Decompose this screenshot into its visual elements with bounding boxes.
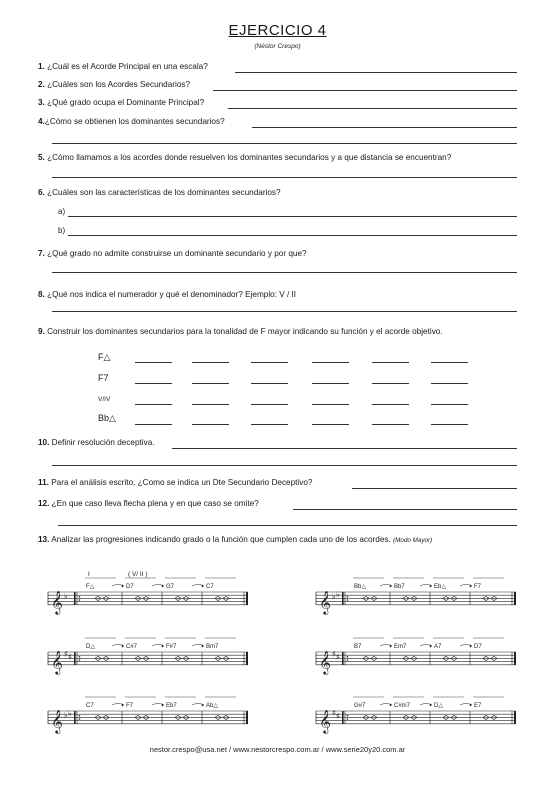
chord-label: Eb7: [166, 703, 177, 709]
question-number: 9.: [38, 327, 45, 336]
chord-label: C7: [206, 584, 214, 590]
treble-clef-icon: 𝄞: [51, 651, 63, 674]
staff: [316, 697, 516, 734]
staff: [316, 578, 516, 615]
staff: [316, 638, 516, 675]
question-number: 10.: [38, 438, 50, 447]
sharp-icon: ♯: [64, 651, 68, 658]
question-number: 6.: [38, 188, 45, 197]
chord-label: E7: [474, 703, 482, 709]
final-thick-bar: [514, 711, 516, 724]
arrow-head: [390, 703, 392, 706]
arrow-head: [162, 644, 164, 647]
repeat-start-thick-bar: [74, 711, 76, 724]
final-thick-bar: [246, 592, 248, 605]
q9-row-label: F△: [98, 352, 111, 362]
chord-label: D△: [434, 703, 443, 709]
chord-label: Bb△: [354, 584, 366, 590]
final-thick-bar: [246, 652, 248, 665]
chord-label: Bb7: [394, 584, 405, 590]
chord-label: Bm7: [206, 644, 219, 650]
arrow-head: [202, 644, 204, 647]
chord-label: D7: [474, 644, 482, 650]
question-number: 7.: [38, 249, 45, 258]
question-text: ¿Cuál es el Acorde Principal en una escala?: [47, 62, 208, 71]
question-number: 8.: [38, 290, 45, 299]
q9-row-label: Bb△: [98, 413, 116, 423]
final-thick-bar: [514, 592, 516, 605]
question-number: 12.: [38, 499, 50, 508]
staff: [48, 571, 248, 615]
chord-label: C#m7: [394, 703, 411, 709]
arrow-head: [470, 584, 472, 587]
treble-clef-icon: 𝄞: [51, 591, 63, 614]
repeat-start-thick-bar: [342, 652, 344, 665]
staff: [48, 638, 248, 675]
chord-label: G#7: [354, 703, 366, 709]
repeat-dot: [347, 718, 349, 720]
question-number: 4.: [38, 117, 45, 126]
flat-icon: ♭: [336, 590, 340, 599]
question-text: ¿Cómo llamamos a los acordes donde resuelven los dominantes secundarios y a que distancia se encuentran?: [47, 153, 452, 162]
final-thick-bar: [246, 711, 248, 724]
footer-contact: nestor.crespo@usa.net / www.nestorcrespo.com.ar / www.serie20y20.com.ar: [149, 745, 406, 754]
arrow-head: [470, 703, 472, 706]
chord-label: D△: [86, 644, 95, 650]
repeat-start-thick-bar: [342, 711, 344, 724]
chord-label: B7: [354, 644, 362, 650]
sharp-icon: ♯: [68, 654, 72, 661]
chord-label: F7: [126, 703, 134, 709]
question-text: ¿Qué grado ocupa el Dominante Principal?: [47, 98, 205, 107]
arrow-head: [202, 584, 204, 587]
chord-label: G7: [166, 584, 175, 590]
question-number: 2.: [38, 80, 45, 89]
repeat-start-thick-bar: [74, 652, 76, 665]
staff: [48, 697, 248, 734]
question-text: ¿Cuáles son los Acordes Secundarios?: [47, 80, 191, 89]
sharp-icon: ♯: [332, 710, 336, 717]
arrow-head: [390, 584, 392, 587]
sharp-icon: ♯: [336, 654, 340, 661]
sub-item-b: b): [58, 226, 66, 235]
repeat-dot: [79, 718, 81, 720]
chord-label: F7: [474, 584, 482, 590]
analysis-mark: I: [88, 571, 90, 578]
arrow-head: [122, 644, 124, 647]
sharp-icon: ♯: [336, 713, 340, 720]
question-text: ¿Cómo se obtienen los dominantes secundarios?: [44, 117, 225, 126]
question-text: Analizar las progresiones indicando grado o la función que cumplen cada uno de los acordes.: [51, 535, 391, 544]
repeat-start-thick-bar: [74, 592, 76, 605]
treble-clef-icon: 𝄞: [319, 710, 331, 733]
author-credit: (Néstor Crespo): [254, 43, 301, 50]
repeat-dot: [79, 599, 81, 601]
arrow-head: [162, 584, 164, 587]
chord-label: C#7: [126, 644, 138, 650]
repeat-dot: [347, 659, 349, 661]
question-text: Construir los dominantes secundarios para la tonalidad de F mayor indicando su función y el acorde objetivo.: [47, 327, 443, 336]
treble-clef-icon: 𝄞: [319, 591, 331, 614]
repeat-dot: [79, 656, 81, 658]
arrow-head: [202, 703, 204, 706]
q9-row-label: V/IV: [98, 396, 111, 403]
repeat-dot: [347, 599, 349, 601]
q9-row-label: F7: [98, 373, 109, 383]
question-number: 11.: [38, 478, 49, 487]
arrow-head: [390, 644, 392, 647]
question-number: 3.: [38, 98, 45, 107]
question-text: ¿Qué grado no admite construirse un dominante secundario y por que?: [47, 249, 307, 258]
title-text: EJERCICIO 4: [228, 22, 327, 39]
sharp-icon: ♯: [332, 651, 336, 658]
arrow-head: [162, 703, 164, 706]
chord-label: F#7: [166, 644, 177, 650]
final-thick-bar: [514, 652, 516, 665]
question-text: ¿En que caso lleva flecha plena y en que caso se omite?: [51, 499, 259, 508]
repeat-dot: [79, 715, 81, 717]
question-text: ¿Cuáles son las características de los dominantes secundarios?: [47, 188, 281, 197]
treble-clef-icon: 𝄞: [51, 710, 63, 733]
chord-label: D7: [126, 584, 134, 590]
treble-clef-icon: 𝄞: [319, 651, 331, 674]
analysis-mark: ( V/ II ): [128, 571, 148, 578]
question-text: Para el análisis escrito, ¿Como se indica un Dte Secundario Deceptivo?: [51, 478, 313, 487]
arrow-head: [430, 703, 432, 706]
chord-label: F△: [86, 584, 95, 590]
repeat-dot: [347, 596, 349, 598]
arrow-head: [470, 644, 472, 647]
flat-icon: ♭: [64, 592, 68, 601]
chord-label: Eb△: [434, 584, 446, 590]
mode-note: (Modo Mayor): [393, 537, 433, 544]
arrow-head: [122, 703, 124, 706]
repeat-dot: [79, 596, 81, 598]
flat-icon: ♭: [332, 592, 336, 601]
question-number: 5.: [38, 153, 45, 162]
repeat-dot: [347, 715, 349, 717]
question-text: Definir resolución deceptiva.: [51, 438, 155, 447]
question-number: 13.: [38, 535, 50, 544]
question-text: ¿Qué nos indica el numerador y qué el denominador? Ejemplo: V / II: [47, 290, 297, 299]
arrow-head: [122, 584, 124, 587]
chord-label: C7: [86, 703, 94, 709]
chord-label: A7: [434, 644, 442, 650]
arrow-head: [430, 584, 432, 587]
flat-icon: ♭: [68, 709, 72, 718]
repeat-dot: [79, 659, 81, 661]
chord-label: Ab△: [206, 703, 218, 709]
repeat-start-thick-bar: [342, 592, 344, 605]
chord-label: Em7: [394, 644, 407, 650]
arrow-head: [430, 644, 432, 647]
sub-item-a: a): [58, 207, 66, 216]
question-number: 1.: [38, 62, 45, 71]
flat-icon: ♭: [64, 711, 68, 720]
repeat-dot: [347, 656, 349, 658]
